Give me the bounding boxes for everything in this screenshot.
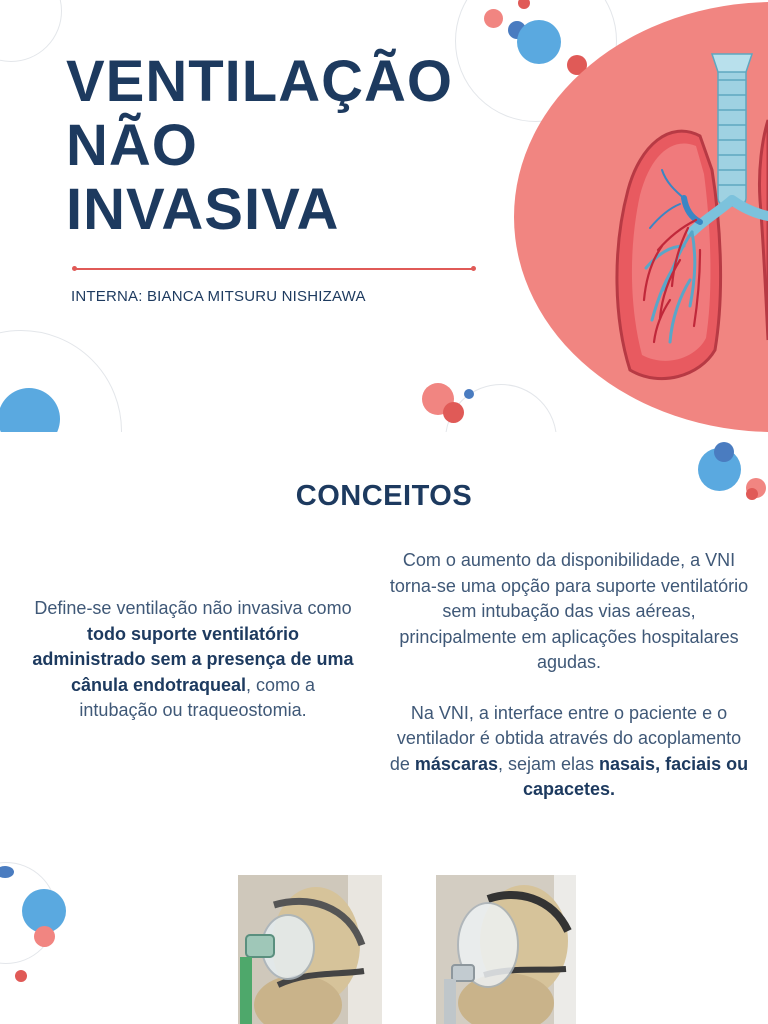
- masks-bold-text: máscaras: [414, 753, 498, 774]
- decorative-dot: [464, 389, 474, 399]
- paragraph-text-part: , sejam elas: [497, 753, 600, 774]
- mannequin-full-face-mask-icon: [436, 875, 576, 1024]
- definition-text-part: Define-se ventilação não invasiva como: [34, 598, 352, 618]
- description-paragraph-1: Com o aumento da disponibilidade, a VNI torna-se uma opção para suporte ventilatório sem intubação das vias aéreas, principalmente em aplicações hospitalares agudas.: [389, 550, 749, 672]
- mannequin-facial-mask-photo: [238, 875, 382, 1024]
- concepts-slide: [0, 432, 768, 1024]
- lungs-illustration-icon: [600, 50, 768, 390]
- description-text: [388, 548, 750, 803]
- author-name: INTERNA: BIANCA MITSURU NISHIZAWA: [71, 288, 366, 305]
- definition-text-part: , como a intubação ou traqueostomia.: [79, 674, 316, 720]
- slide-title: [66, 50, 453, 242]
- decorative-dot: [484, 9, 503, 28]
- title-divider: [74, 268, 474, 270]
- section-heading: CONCEITOS: [295, 480, 473, 512]
- title-line: INVASIVA: [66, 177, 340, 242]
- decorative-dot: [714, 442, 734, 462]
- definition-text: [30, 596, 356, 724]
- decorative-ring: [0, 0, 62, 62]
- title-line: NÃO: [66, 113, 198, 178]
- paragraph-text-part: Na VNI, a interface entre o paciente e o ventilador é obtida através do acoplamento de: [389, 702, 742, 774]
- mannequin-nasal-mask-icon: [238, 875, 382, 1024]
- decorative-dot: [15, 970, 27, 982]
- description-paragraph-2: [388, 701, 750, 803]
- title-line: VENTILAÇÃO: [66, 49, 453, 114]
- mannequin-full-face-mask-photo: [436, 875, 576, 1024]
- title-slide: [0, 0, 768, 432]
- decorative-dot: [443, 402, 464, 423]
- mask-types-bold-text: nasais, faciais ou capacetes.: [522, 753, 749, 799]
- decorative-dot: [517, 20, 561, 64]
- definition-bold-text: todo suporte ventilatório administrado sem a presença de uma cânula endotraqueal: [32, 623, 354, 695]
- decorative-dot: [34, 926, 55, 947]
